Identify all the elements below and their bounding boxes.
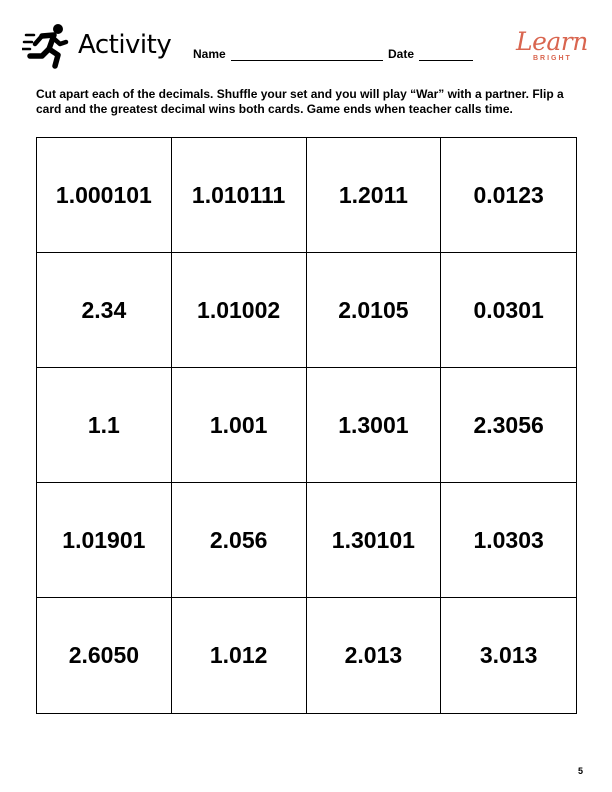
decimal-card: 2.013 <box>307 598 442 713</box>
decimal-card: 2.6050 <box>37 598 172 713</box>
page-title: Activity <box>78 30 172 60</box>
runner-icon <box>22 22 70 70</box>
instructions: Cut apart each of the decimals. Shuffle your set and you will play “War” with a partner. Flip a card and the greatest decimal wins both cards. Game ends when teacher calls time. <box>36 87 564 116</box>
decimal-card: 1.30101 <box>307 483 442 598</box>
card-grid <box>36 137 577 714</box>
date-label: Date <box>388 47 415 61</box>
decimal-card: 1.000101 <box>37 138 172 253</box>
decimal-card: 1.012 <box>172 598 307 713</box>
date-field[interactable] <box>388 47 473 61</box>
decimal-card: 1.0303 <box>441 483 576 598</box>
name-field[interactable] <box>193 47 383 61</box>
page-number: 5 <box>578 766 584 776</box>
decimal-card: 1.2011 <box>307 138 442 253</box>
name-line[interactable] <box>231 48 383 61</box>
logo-sub: BRIGHT <box>533 55 572 62</box>
decimal-card: 2.3056 <box>441 368 576 483</box>
logo-word: Learn <box>516 27 588 56</box>
decimal-card: 0.0301 <box>441 253 576 368</box>
decimal-card: 1.01002 <box>172 253 307 368</box>
name-label: Name <box>193 47 226 61</box>
decimal-card: 0.0123 <box>441 138 576 253</box>
decimal-card: 1.3001 <box>307 368 442 483</box>
date-line[interactable] <box>419 48 473 61</box>
decimal-card: 1.01901 <box>37 483 172 598</box>
decimal-card: 2.34 <box>37 253 172 368</box>
decimal-card: 1.001 <box>172 368 307 483</box>
learn-bright-logo <box>516 27 588 68</box>
decimal-card: 1.010111 <box>172 138 307 253</box>
decimal-card: 1.1 <box>37 368 172 483</box>
decimal-card: 2.056 <box>172 483 307 598</box>
decimal-card: 2.0105 <box>307 253 442 368</box>
decimal-card: 3.013 <box>479 642 538 668</box>
